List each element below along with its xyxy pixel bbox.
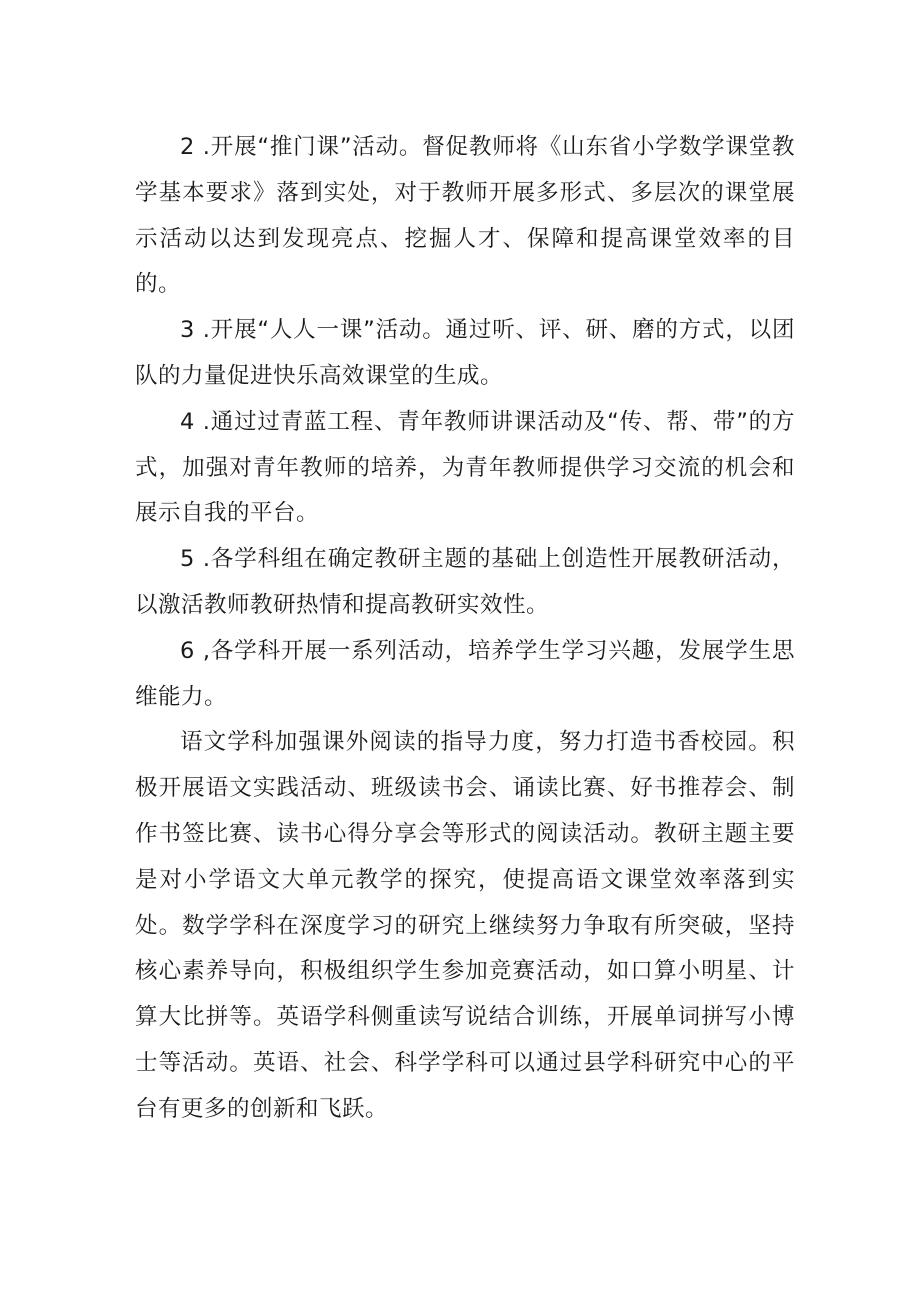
paragraph-item-4: 4 .通过过青蓝工程、青年教师讲课活动及“传、帮、带”的方式，加强对青年教师的培养，为青年教师提供学习交流的机会和展示自我的平台。 xyxy=(135,408,795,527)
paragraph-item-3: 3 .开展“人人一课”活动。通过听、评、研、磨的方式，以团队的力量促进快乐高效课堂的生成。 xyxy=(135,317,795,389)
document-body xyxy=(135,125,795,1133)
paragraph-subjects: 语文学科加强课外阅读的指导力度，努力打造书香校园。积极开展语文实践活动、班级读书会、诵读比赛、好书推荐会、制作书签比赛、读书心得分享会等形式的阅读活动。教研主题主要是对小学语文大单元教学的探究，使提高语文课堂效率落到实处。数学学科在深度学习的研究上继续努力争取有所突破，坚持核心素养导向，积极组织学生参加竞赛活动，如口算小明星、计算大比拼等。英语学科侧重读写说结合训练，开展单词拼写小博士等活动。英语、社会、科学学科可以通过县学科研究中心的平台有更多的创新和飞跃。 xyxy=(135,729,795,1122)
paragraph-item-2: 2 .开展“推门课”活动。督促教师将《山东省小学数学课堂教学基本要求》落到实处，对于教师开展多形式、多层次的课堂展示活动以达到发现亮点、挖掘人才、保障和提高课堂效率的目的。 xyxy=(135,134,795,298)
paragraph-item-6: 6 ,各学科开展一系列活动，培养学生学习兴趣，发展学生思维能力。 xyxy=(135,637,795,710)
paragraph-item-5: 5 .各学科组在确定教研主题的基础上创造性开展教研活动，以激活教师教研热情和提高教研实效性。 xyxy=(135,546,795,618)
